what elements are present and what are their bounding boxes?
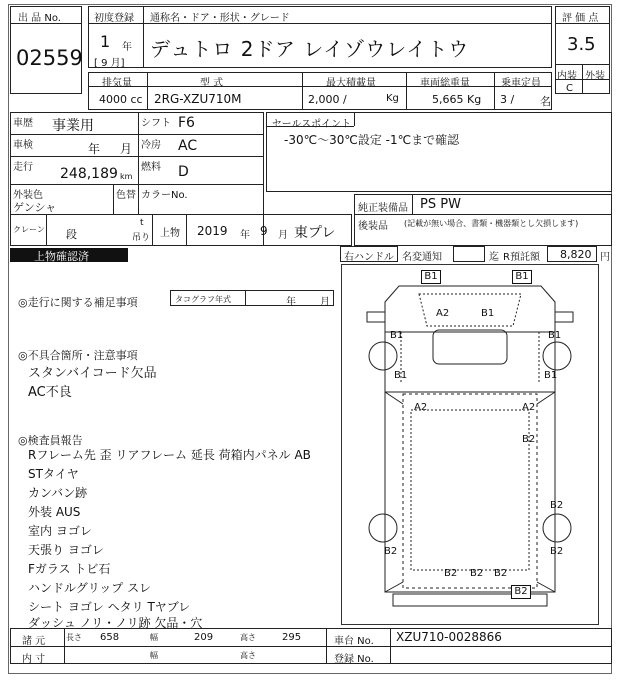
- equip: PS PW: [420, 197, 461, 212]
- damage-b2-rear-right-1: B2: [550, 500, 564, 511]
- model-code: 2RG-XZU710M: [154, 92, 242, 106]
- fuel-label: 燃料: [141, 162, 161, 173]
- upper-month-unit: 月: [278, 230, 288, 241]
- report-3: カンバン跡: [28, 486, 88, 500]
- report-7: Fガラス トビ石: [28, 562, 111, 576]
- exterior-label: 外装: [585, 71, 605, 82]
- report-8: ハンドルグリップ スレ: [28, 581, 152, 595]
- length: 658: [100, 632, 120, 643]
- equip-label: 純正装備品: [358, 203, 408, 214]
- capacity-label: 乗車定員: [501, 78, 541, 89]
- tacho-month: 月: [320, 297, 330, 308]
- name-change-field: [453, 246, 485, 262]
- model-name: デュトロ 2ドア レイゾウレイトウ: [150, 37, 470, 61]
- ext-color-label: 外装色: [13, 190, 43, 201]
- name-change-label: 名変通知: [402, 252, 442, 263]
- damage-b1-door-right: B1: [544, 370, 558, 381]
- inspection-label: 車検: [13, 140, 33, 151]
- report-6: 天張り ヨゴレ: [28, 543, 104, 557]
- reg-no-label: 登録 No.: [334, 654, 374, 665]
- damage-b2-box-right: B2: [522, 434, 536, 445]
- defect-label: ◎不具合箇所・注意事項: [18, 349, 138, 362]
- width-label: 幅: [150, 633, 158, 642]
- banner-text: 上物確認済: [34, 250, 89, 263]
- tacho-year: 年: [286, 297, 296, 308]
- interior-grade: C: [566, 83, 573, 94]
- ac-label: 冷房: [141, 140, 161, 151]
- displacement: 4000 cc: [99, 93, 143, 106]
- ext-color: ゲンシャ: [13, 201, 57, 214]
- shift-label: シフト: [141, 118, 171, 129]
- lot-number: 02559: [16, 46, 83, 70]
- report-1: Rフレーム先 歪 リアフレーム 延長 荷箱内パネル AB: [28, 448, 311, 462]
- displacement-label: 排気量: [102, 78, 132, 89]
- ac: AC: [178, 138, 198, 154]
- report-2: STタイヤ: [28, 467, 79, 481]
- chassis: XZU710-0028866: [396, 630, 502, 644]
- fuel: D: [178, 164, 189, 180]
- sales-point-label: セールスポイント: [272, 119, 352, 130]
- damage-b1-front-right: B1: [512, 270, 532, 284]
- score-label: 評 価 点: [562, 13, 599, 24]
- mileage-unit: km: [120, 172, 133, 181]
- max-load: 2,000 /: [308, 93, 347, 106]
- max-load-label: 最大積載量: [326, 78, 376, 89]
- name-label: 通称名・ドア・形状・グレード: [150, 13, 290, 24]
- width: 209: [194, 632, 214, 643]
- damage-b1-left: B1: [390, 330, 404, 341]
- tacho-label: タコグラフ年式: [175, 295, 231, 304]
- height-label-2: 高さ: [240, 651, 256, 660]
- mileage-label: 走行: [13, 162, 33, 173]
- dims-label: 諸 元: [22, 636, 46, 647]
- capacity: 3 /: [500, 93, 515, 106]
- damage-b2-rear-right-2: B2: [550, 546, 564, 557]
- handle: 右ハンドル: [344, 252, 394, 263]
- damage-b1-cab: B1: [481, 308, 495, 319]
- score-value: 3.5: [567, 34, 596, 55]
- shift: F6: [178, 115, 195, 131]
- lot-label: 出 品 No.: [18, 13, 61, 24]
- damage-a2-box-right: A2: [522, 402, 536, 413]
- upper-year: 2019: [197, 224, 228, 238]
- crane-stage: 段: [66, 228, 77, 241]
- upper-maker: 東プレ: [294, 225, 336, 241]
- max-load-unit: Kg: [386, 93, 399, 104]
- mileage: 248,189: [60, 166, 118, 182]
- damage-b1-right: B1: [548, 330, 562, 341]
- damage-b2-rear-left: B2: [384, 546, 398, 557]
- capacity-unit: 名: [540, 95, 551, 108]
- damage-b2-bumper-1: B2: [444, 568, 458, 579]
- upper-month: 9: [260, 224, 268, 238]
- crane-t: t: [140, 218, 144, 228]
- damage-b2-bumper-3: B2: [494, 568, 508, 579]
- sales-point: -30℃～30℃設定 -1℃まで確認: [284, 133, 460, 147]
- damage-a2-box-left: A2: [414, 402, 428, 413]
- damage-a2-cab: A2: [436, 308, 450, 319]
- damage-b1-door-left: B1: [394, 370, 408, 381]
- defect-2: AC不良: [28, 385, 72, 400]
- color-change-label: 色替: [116, 190, 136, 201]
- recycle-unit: 円: [600, 252, 610, 263]
- first-reg-label: 初度登録: [94, 13, 134, 24]
- height: 295: [282, 632, 302, 643]
- crane-label: クレーン: [13, 225, 45, 234]
- after-note: (記載が無い場合、書類・機器類とし欠損します): [404, 219, 579, 228]
- reg-year: 1: [100, 32, 111, 51]
- damage-b2-bumper-2: B2: [470, 568, 484, 579]
- deadline-label: 迄: [489, 252, 499, 263]
- report-10: ダッシュ ノリ・ノリ跡 欠品・穴: [28, 616, 203, 630]
- gross-weight: 5,665 Kg: [432, 93, 482, 106]
- report-9: シート ヨゴレ ヘタリ Tヤブレ: [28, 600, 191, 614]
- running-label: ◎走行に関する補足事項: [18, 296, 138, 309]
- recycle-value: 8,820: [560, 248, 592, 261]
- damage-b1-front-left: B1: [421, 270, 441, 284]
- upper-label: 上物: [160, 228, 180, 239]
- upper-year-unit: 年: [240, 230, 250, 241]
- color-no-label: カラーNo.: [141, 190, 188, 201]
- reg-year-unit: 年: [122, 42, 132, 53]
- history-label: 車歴: [13, 118, 33, 129]
- after-label: 後装品: [358, 221, 388, 232]
- history: 事業用: [52, 118, 94, 134]
- type-label: 型 式: [200, 78, 224, 89]
- width-label-2: 幅: [150, 651, 158, 660]
- length-label: 長さ: [66, 633, 82, 642]
- report-5: 室内 ヨゴレ: [28, 524, 92, 538]
- gross-weight-label: 車両総重量: [420, 78, 470, 89]
- inspector-label: ◎検査員報告: [18, 434, 83, 447]
- crane-lift: 吊り: [132, 233, 151, 243]
- chassis-label: 車台 No.: [334, 636, 374, 647]
- height-label: 高さ: [240, 633, 256, 642]
- defect-1: スタンバイコード欠品: [28, 366, 157, 381]
- report-4: 外装 AUS: [28, 505, 81, 519]
- inspection-month: 月: [120, 142, 133, 156]
- inner-label: 内 寸: [22, 654, 46, 665]
- reg-month: [ 9 月]: [94, 58, 125, 69]
- inspection-year: 年: [88, 142, 101, 156]
- damage-b2-rear: B2: [511, 585, 531, 599]
- interior-label: 内装: [557, 71, 577, 82]
- recycle-label: R預託額: [503, 252, 540, 263]
